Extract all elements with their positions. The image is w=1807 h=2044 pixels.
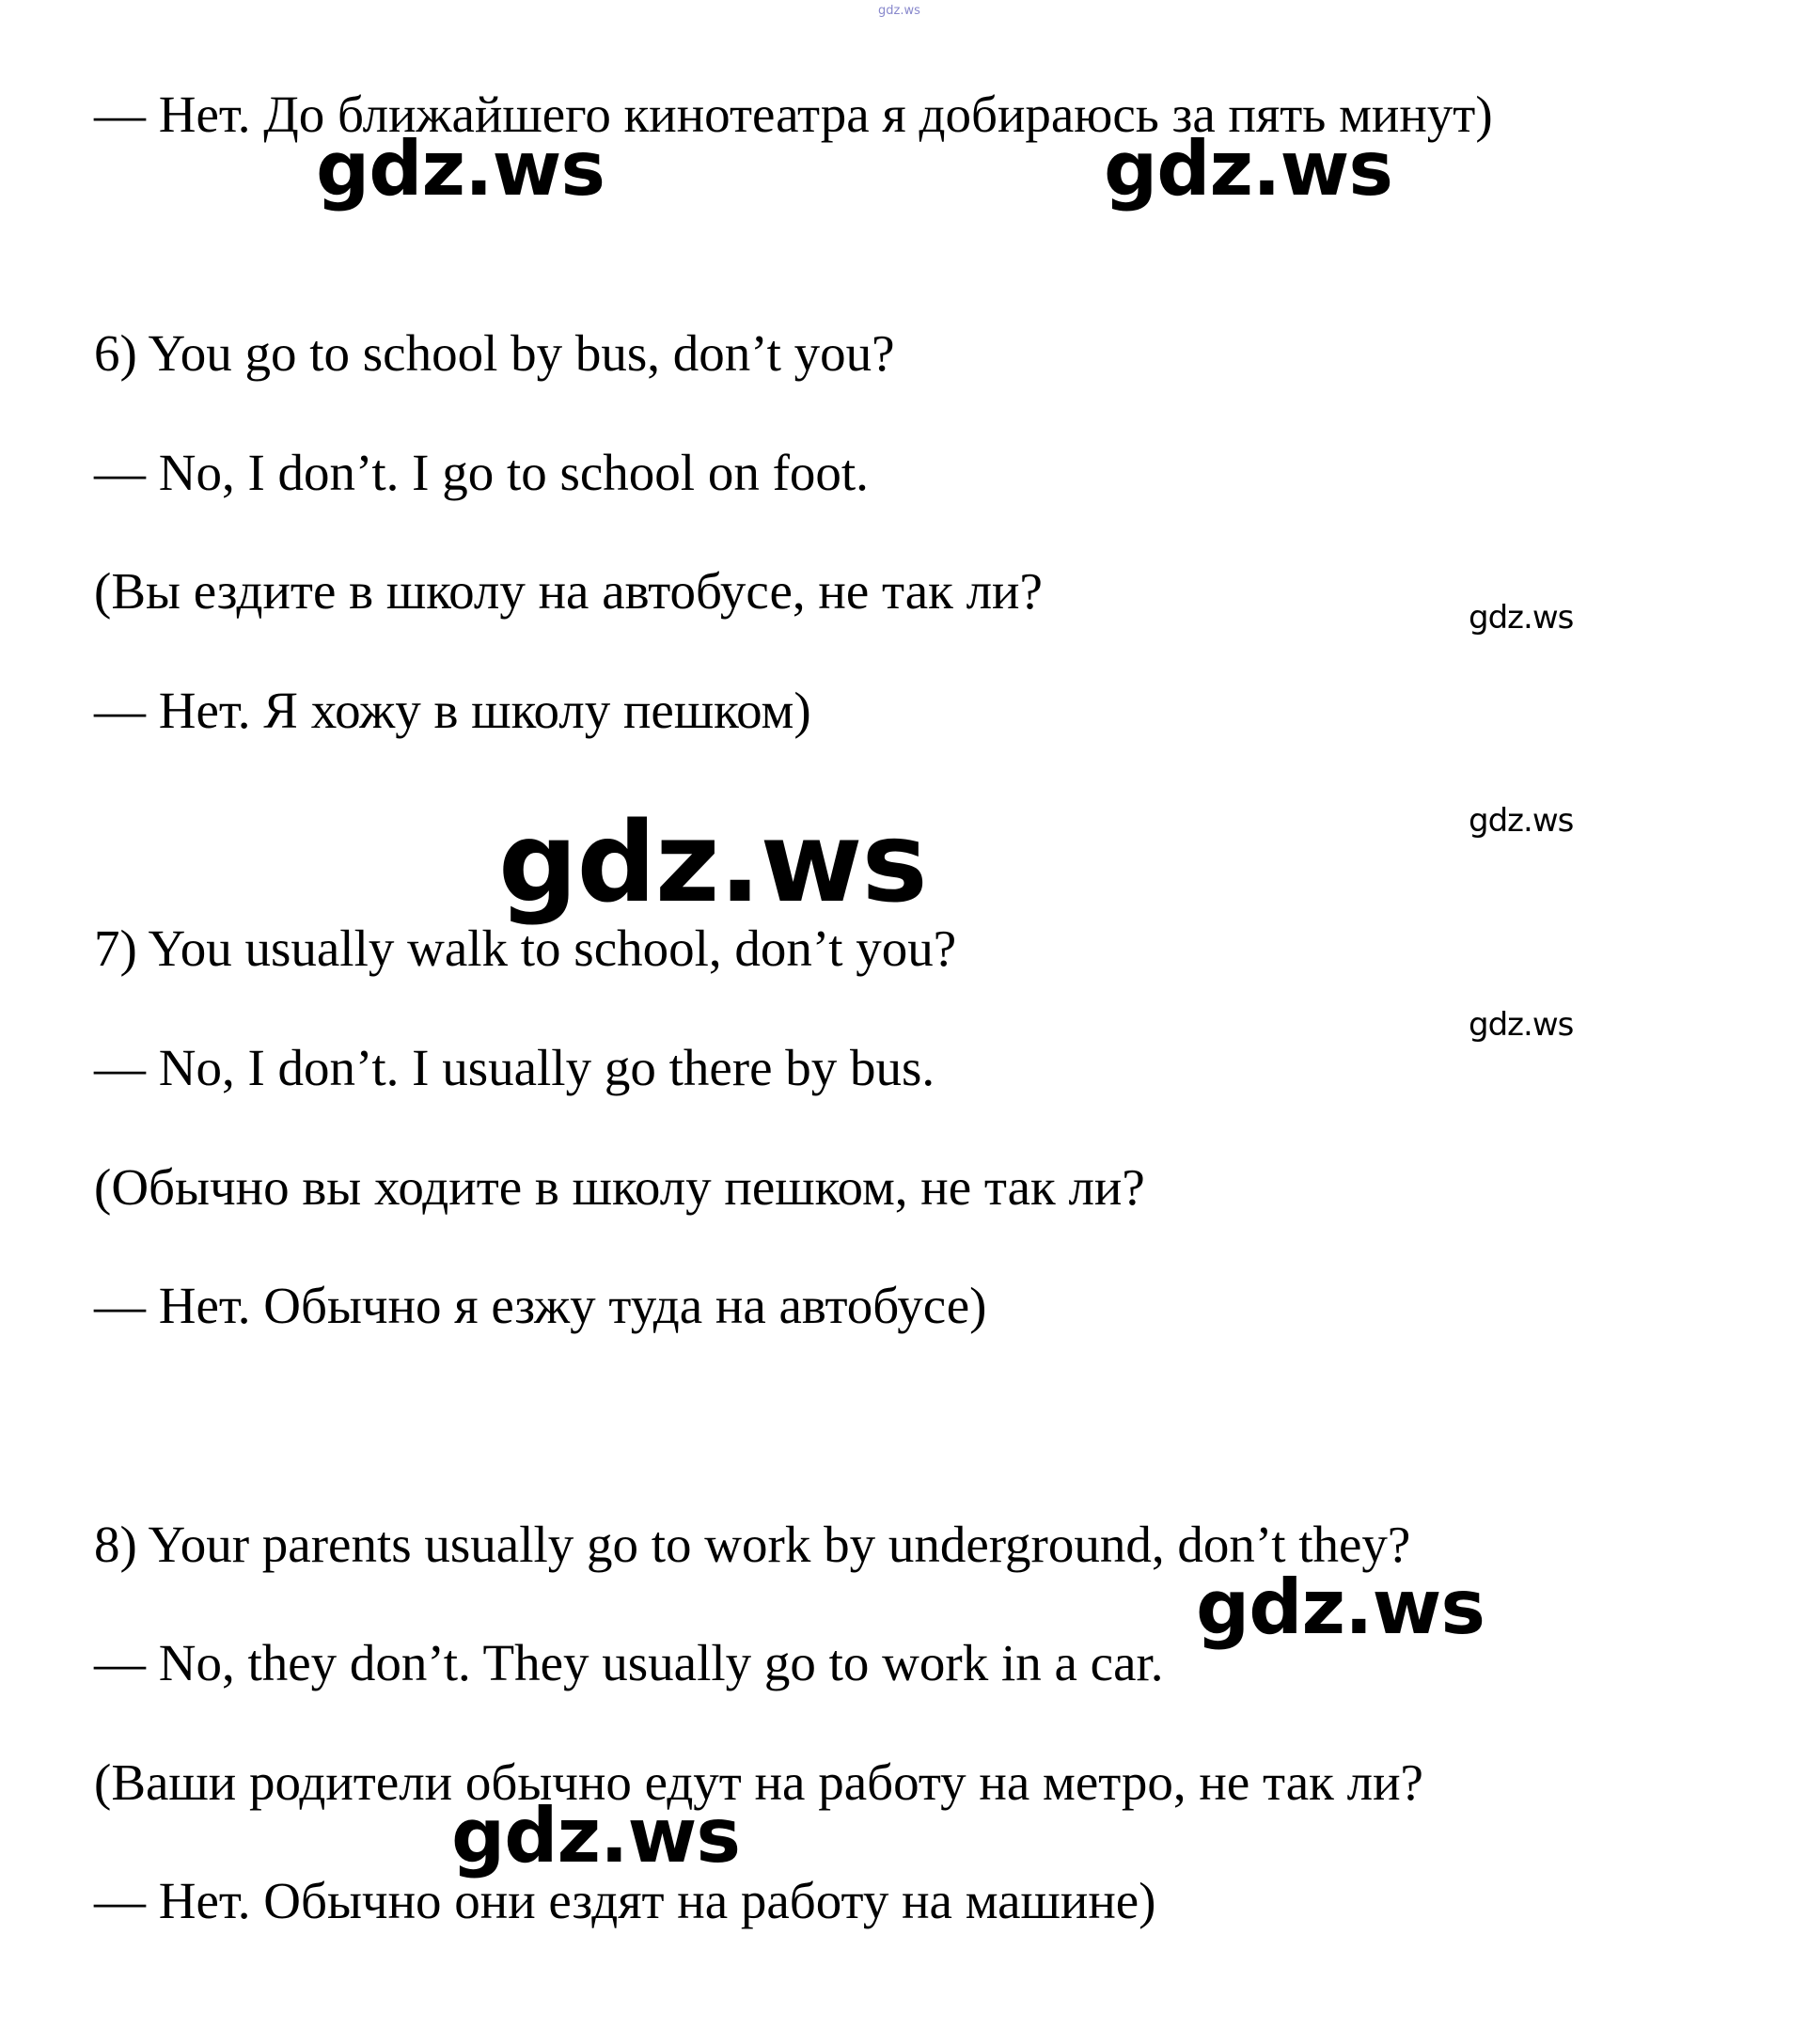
translation-answer-line: — Нет. Я хожу в школу пешком) [94,682,811,739]
translation-answer-line: — Нет. Обычно я езжу туда на автобусе) [94,1277,987,1334]
translation-answer-line: — Нет. Обычно они ездят на работу на машине) [94,1872,1156,1929]
watermark-text: gdz.ws [451,1792,741,1879]
question-line: 8) Your parents usually go to work by underground, don’t they? [94,1516,1411,1573]
translation-question-line: (Ваши родители обычно едут на работу на метро, не так ли? [94,1753,1423,1811]
watermark-text: gdz.ws [1196,1564,1485,1651]
watermark-text: gdz.ws [1469,802,1574,840]
header-watermark: gdz.ws [878,4,920,18]
watermark-text: gdz.ws [1469,599,1574,637]
answer-line: — No, I don’t. I usually go there by bus. [94,1039,935,1096]
watermark-text: gdz.ws [498,797,927,927]
watermark-text: gdz.ws [1469,1006,1574,1044]
answer-line: — No, they don’t. They usually go to work in a car. [94,1634,1164,1691]
answer-line: — Нет. До ближайшего кинотеатра я добираюсь за пять минут) [94,86,1493,143]
translation-question-line: (Вы ездите в школу на автобусе, не так ли? [94,562,1043,620]
translation-question-line: (Обычно вы ходите в школу пешком, не так ли? [94,1158,1145,1216]
watermark-text: gdz.ws [1104,125,1393,212]
question-line: 7) You usually walk to school, don’t you? [94,920,957,977]
answer-line: — No, I don’t. I go to school on foot. [94,444,869,501]
watermark-text: gdz.ws [316,125,605,212]
question-line: 6) You go to school by bus, don’t you? [94,324,895,382]
